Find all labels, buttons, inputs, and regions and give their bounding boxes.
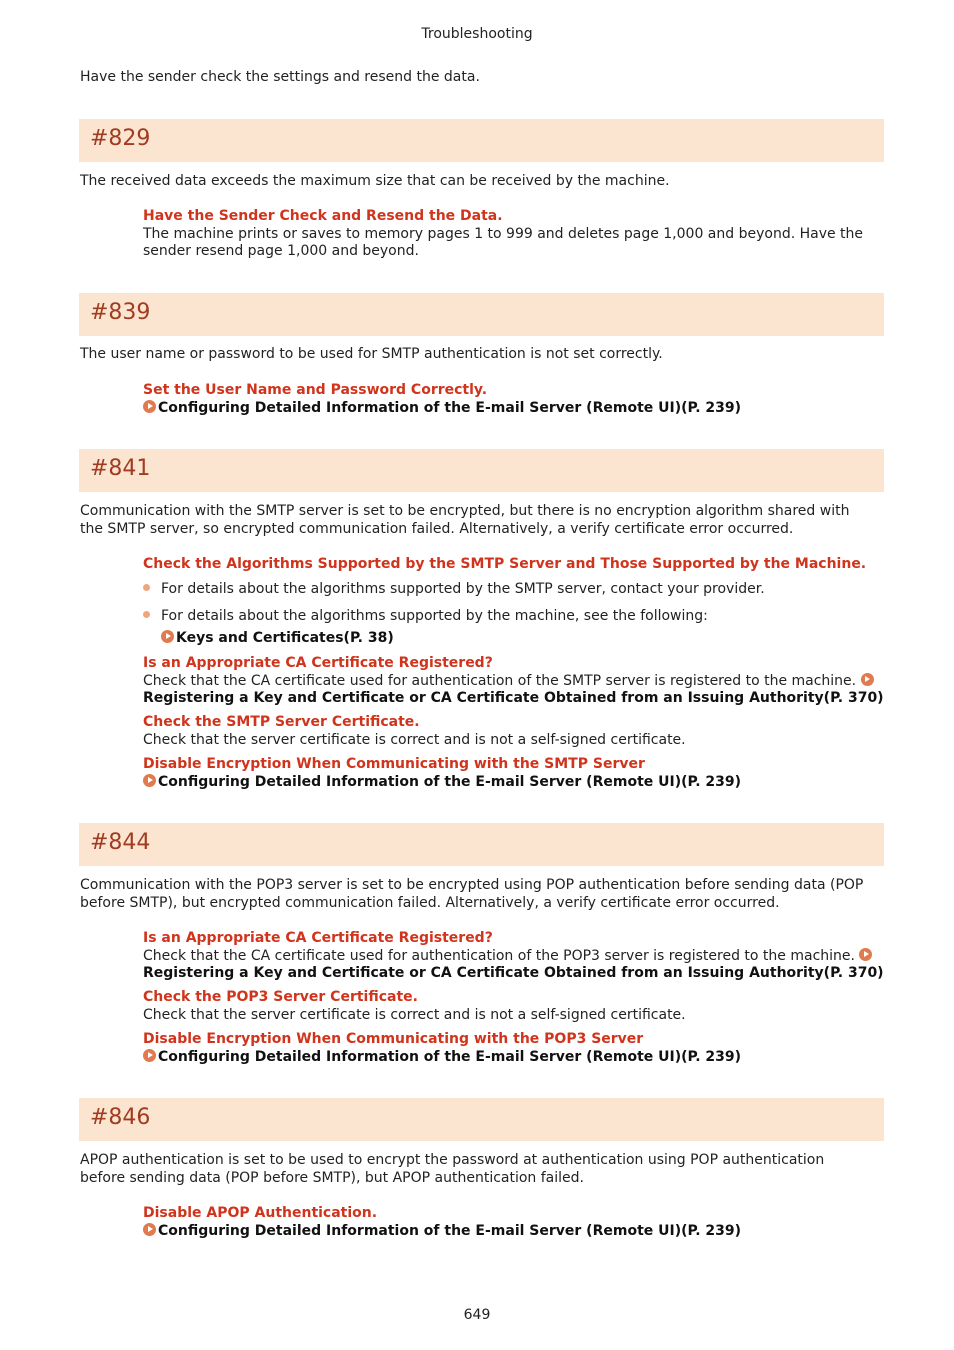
error-code: #829 bbox=[90, 126, 151, 151]
link-email-server[interactable]: Configuring Detailed Information of the E-mail Server (Remote UI)(P. 239) bbox=[143, 1223, 888, 1241]
remedy-text: Check that the server certificate is correct and is not a self-signed certificate. bbox=[143, 1006, 686, 1023]
remedy-heading: Check the POP3 Server Certificate. bbox=[143, 989, 418, 1005]
section-841-remedy-cert bbox=[143, 714, 888, 749]
remedy-text: Check that the server certificate is correct and is not a self-signed certificate. bbox=[143, 731, 686, 748]
remedy-heading: Check the SMTP Server Certificate. bbox=[143, 714, 420, 730]
remedy-heading: Is an Appropriate CA Certificate Registered? bbox=[143, 930, 493, 946]
error-code: #846 bbox=[90, 1105, 151, 1130]
section-841-remedy-ca bbox=[143, 655, 888, 708]
remedy-heading: Set the User Name and Password Correctly. bbox=[143, 382, 488, 398]
remedy-heading: Have the Sender Check and Resend the Data. bbox=[143, 208, 503, 224]
section-844-remedy-ca bbox=[143, 930, 888, 983]
link-email-server[interactable]: Configuring Detailed Information of the E-mail Server (Remote UI)(P. 239) bbox=[143, 774, 888, 792]
arrow-link-icon bbox=[143, 774, 156, 787]
section-841-description: Communication with the SMTP server is set to be encrypted, but there is no encryption algorithm shared with the SMTP server, so encrypted communication failed. Alternatively, a verify certificate error occurred. bbox=[80, 503, 850, 537]
remedy-text: Check that the CA certificate used for authentication of the SMTP server is registered to the machine. Registering a Key and Certificate or CA Certificate Obtained from an Issuing Authority(P. 370) bbox=[143, 672, 884, 706]
remedy-text: The machine prints or saves to memory pages 1 to 999 and deletes page 1,000 and beyond. Have the sender resend page 1,000 and beyond. bbox=[143, 225, 864, 259]
arrow-link-icon bbox=[861, 673, 874, 686]
remedy-heading: Is an Appropriate CA Certificate Registered? bbox=[143, 655, 493, 671]
arrow-link-icon bbox=[143, 1223, 156, 1236]
section-844-remedy-disable bbox=[143, 1031, 888, 1066]
section-841-remedy-algorithms bbox=[143, 556, 888, 574]
link-register-key[interactable]: Registering a Key and Certificate or CA Certificate Obtained from an Issuing Authority(P. 370) bbox=[143, 965, 884, 981]
bullet-item: For details about the algorithms supported by the SMTP server, contact your provider. bbox=[143, 581, 765, 597]
link-register-key[interactable]: Registering a Key and Certificate or CA Certificate Obtained from an Issuing Authority(P. 370) bbox=[143, 690, 884, 706]
intro-text: Have the sender check the settings and resend the data. bbox=[80, 69, 480, 85]
section-844-remedy-cert bbox=[143, 989, 888, 1024]
bullet-dot-icon bbox=[143, 584, 150, 591]
section-846-description: APOP authentication is set to be used to encrypt the password at authentication using POP authentication before sending data (POP before SMTP), but APOP authentication failed. bbox=[80, 1152, 825, 1186]
running-header: Troubleshooting bbox=[421, 26, 533, 42]
page-number: 649 bbox=[463, 1307, 491, 1323]
section-841-heading bbox=[79, 449, 884, 492]
section-839-description: The user name or password to be used for SMTP authentication is not set correctly. bbox=[80, 346, 663, 362]
error-code: #844 bbox=[90, 830, 151, 855]
section-839-heading bbox=[79, 293, 884, 336]
bullet-item: For details about the algorithms supported by the machine, see the following: bbox=[143, 608, 708, 624]
arrow-link-icon bbox=[143, 1049, 156, 1062]
link-email-server[interactable]: Configuring Detailed Information of the E-mail Server (Remote UI)(P. 239) bbox=[143, 400, 888, 418]
section-841-remedy-disable bbox=[143, 756, 888, 791]
section-846-remedy bbox=[143, 1205, 888, 1240]
remedy-text: Check that the CA certificate used for authentication of the POP3 server is registered to the machine. Registering a Key and Certificate or CA Certificate Obtained from an Issuing Authority(P. 370) bbox=[143, 947, 884, 981]
remedy-heading: Disable Encryption When Communicating with the SMTP Server bbox=[143, 756, 645, 772]
section-839-remedy bbox=[143, 382, 888, 417]
remedy-heading: Disable APOP Authentication. bbox=[143, 1205, 378, 1221]
bullet-dot-icon bbox=[143, 611, 150, 618]
section-829-heading bbox=[79, 119, 884, 162]
section-829-remedy bbox=[143, 208, 888, 261]
error-code: #839 bbox=[90, 300, 151, 325]
link-keys-certificates[interactable]: Keys and Certificates(P. 38) bbox=[161, 630, 761, 648]
arrow-link-icon bbox=[143, 400, 156, 413]
section-846-heading bbox=[79, 1098, 884, 1141]
section-844-heading bbox=[79, 823, 884, 866]
arrow-link-icon bbox=[859, 948, 872, 961]
link-email-server[interactable]: Configuring Detailed Information of the E-mail Server (Remote UI)(P. 239) bbox=[143, 1049, 888, 1067]
arrow-link-icon bbox=[161, 630, 174, 643]
section-829-description: The received data exceeds the maximum size that can be received by the machine. bbox=[80, 173, 670, 189]
remedy-heading: Disable Encryption When Communicating with the POP3 Server bbox=[143, 1031, 644, 1047]
remedy-heading: Check the Algorithms Supported by the SMTP Server and Those Supported by the Machine. bbox=[143, 556, 867, 572]
error-code: #841 bbox=[90, 456, 151, 481]
section-844-description: Communication with the POP3 server is set to be encrypted using POP authentication before sending data (POP before SMTP), but encrypted communication failed. Alternatively, a verify certificate error occurred. bbox=[80, 877, 864, 911]
